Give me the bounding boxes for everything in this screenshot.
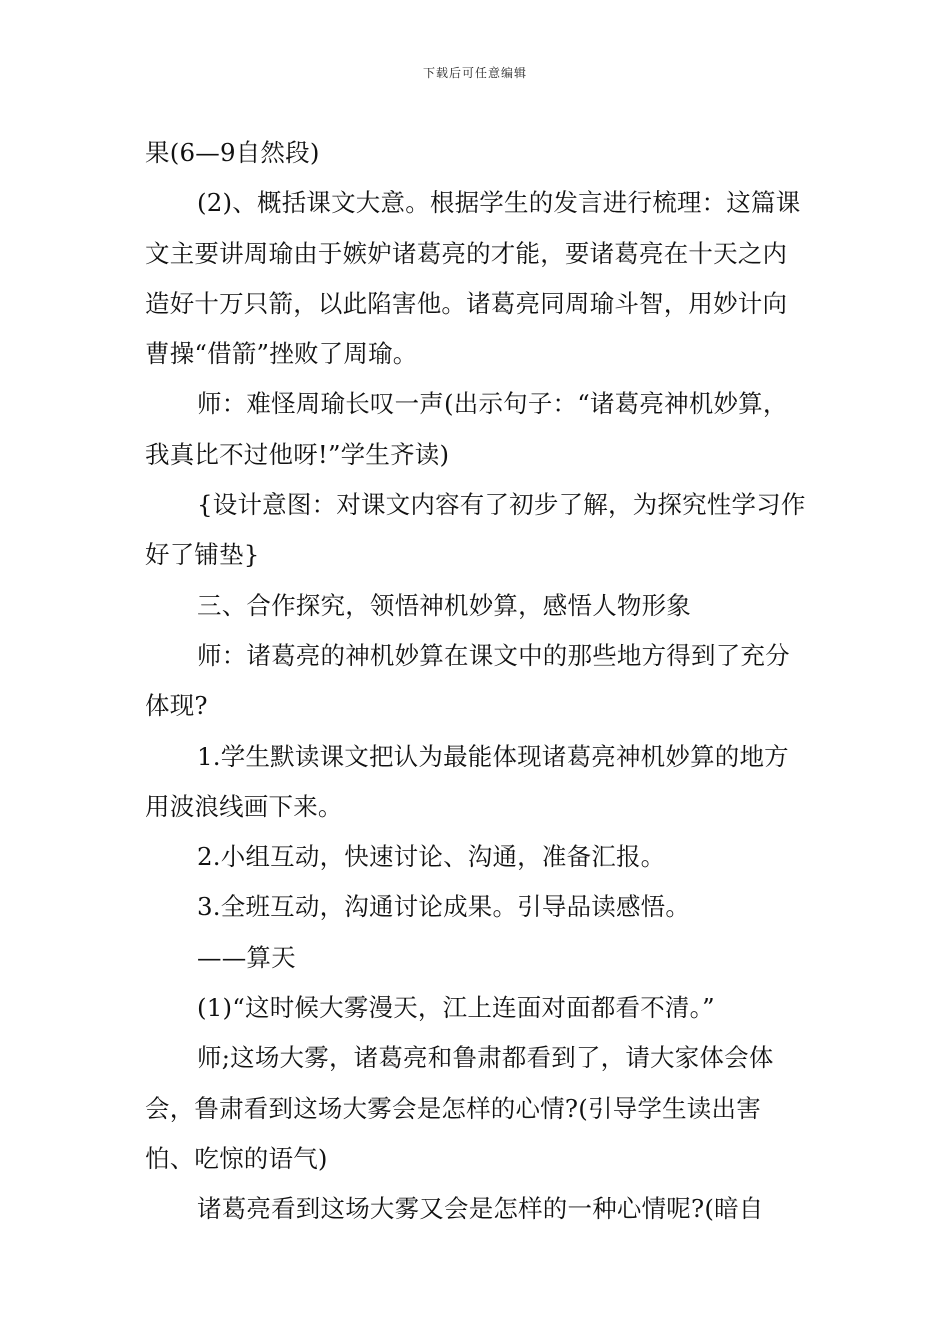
- list-item-2: 2.小组互动，快速讨论、沟通，准备汇报。: [197, 842, 666, 872]
- document-body: [145, 128, 810, 1235]
- paragraph-teacher-fog: 师;这场大雾，诸葛亮和鲁肃都看到了，请大家体会体会，鲁肃看到这场大雾会是怎样的心情?(引导学生读出害怕、吃惊的语气): [145, 1043, 774, 1173]
- paragraph-design-intent: {设计意图：对课文内容有了初步了解，为探究性学习作好了铺垫}: [145, 490, 806, 570]
- section-heading-3: 三、合作探究，领悟神机妙算，感悟人物形象: [197, 590, 691, 620]
- paragraph-continuation: 果(6—9自然段): [145, 138, 320, 167]
- subheading-suan-tian: ——算天: [197, 942, 296, 972]
- paragraph-quote-fog: (1)“这时候大雾漫天，江上连面对面都看不清。”: [197, 993, 715, 1023]
- list-item-3: 3.全班互动，沟通讨论成果。引导品读感悟。: [197, 892, 691, 922]
- list-item-1: 1.学生默读课文把认为最能体现诸葛亮神机妙算的地方用波浪线画下来。: [145, 741, 789, 821]
- paragraph-teacher-question: 师：诸葛亮的神机妙算在课文中的那些地方得到了充分体现?: [145, 640, 790, 721]
- paragraph-summary: (2)、概括课文大意。根据学生的发言进行梳理：这篇课文主要讲周瑜由于嫉妒诸葛亮的才能，要诸葛亮在十天之内造好十万只箭，以此陷害他。诸葛亮同周瑜斗智，用妙计向曹操“借箭”挫败了周瑜。: [145, 188, 801, 369]
- paragraph-zhuge-mood: 诸葛亮看到这场大雾又会是怎样的一种心情呢?(暗自: [197, 1194, 764, 1224]
- paragraph-teacher-sigh: 师：难怪周瑜长叹一声(出示句子：“诸葛亮神机妙算，我真比不过他呀!”学生齐读): [145, 389, 788, 469]
- page-header: 下载后可任意编辑: [422, 66, 527, 80]
